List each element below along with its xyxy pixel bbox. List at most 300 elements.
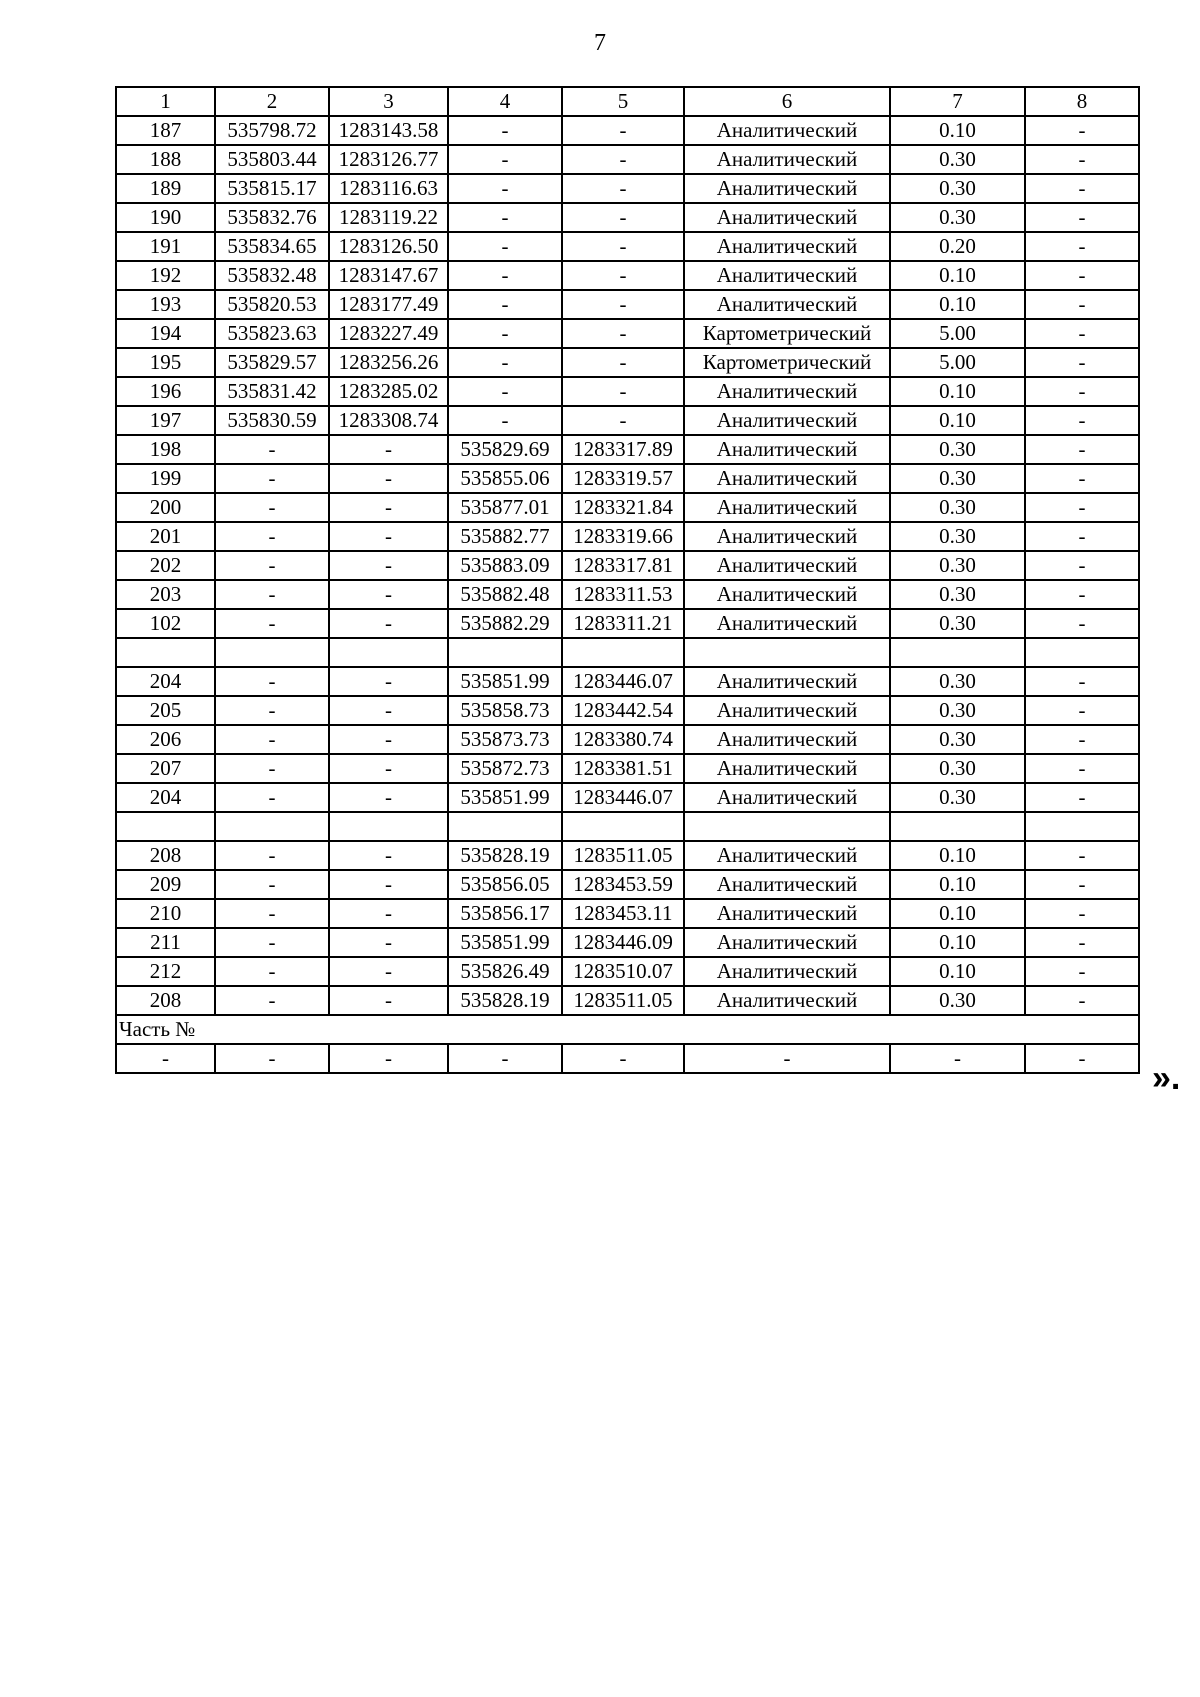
table-cell-col-8: - (1025, 406, 1139, 435)
table-cell-col-3: - (329, 841, 448, 870)
table-cell-col-8: - (1025, 203, 1139, 232)
table-cell-col-4: - (448, 348, 562, 377)
table-cell-col-7: 0.10 (890, 377, 1025, 406)
table-row (116, 667, 1139, 696)
table-row (116, 928, 1139, 957)
table-cell-col-7: 5.00 (890, 319, 1025, 348)
table-cell-col-4: 535856.17 (448, 899, 562, 928)
table-cell-col-1: 187 (116, 116, 215, 145)
table-cell-col-7: 0.10 (890, 957, 1025, 986)
table-cell-col-4: 535828.19 (448, 841, 562, 870)
table-cell-col-1: 207 (116, 754, 215, 783)
table-cell-col-6: Аналитический (684, 377, 890, 406)
table-cell-col-5: 1283381.51 (562, 754, 684, 783)
table-cell-col-5: - (562, 232, 684, 261)
table-cell-col-6: Аналитический (684, 667, 890, 696)
table-cell-col-3: - (329, 1044, 448, 1073)
table-cell-col-1: 205 (116, 696, 215, 725)
table-cell-col-8: - (1025, 1044, 1139, 1073)
table-cell-col-8: - (1025, 783, 1139, 812)
table-cell-col-2: - (215, 928, 329, 957)
table-cell-col-2: - (215, 1044, 329, 1073)
table-cell-col-3: - (329, 551, 448, 580)
table-row (116, 522, 1139, 551)
table-cell-col-3: 3 (329, 87, 448, 116)
table-cell-col-1: 199 (116, 464, 215, 493)
table-cell-col-5: - (562, 116, 684, 145)
table-cell-col-8: - (1025, 348, 1139, 377)
table-cell-col-4: 535851.99 (448, 783, 562, 812)
table-cell-col-8: 8 (1025, 87, 1139, 116)
table-cell-col-8: - (1025, 522, 1139, 551)
table-cell-col-7: 0.30 (890, 725, 1025, 754)
table-cell-col-5: 1283446.07 (562, 667, 684, 696)
table-cell-col-2: - (215, 696, 329, 725)
table-cell-col-3 (329, 638, 448, 667)
closing-quote-mark: ». (1152, 1059, 1181, 1097)
table-row (116, 116, 1139, 145)
table-cell-col-3: 1283285.02 (329, 377, 448, 406)
table-cell-col-7: 0.30 (890, 464, 1025, 493)
table-cell-col-8: - (1025, 319, 1139, 348)
table-cell-col-5: - (562, 1044, 684, 1073)
table-cell-col-4: 535882.77 (448, 522, 562, 551)
table-cell-col-1: 190 (116, 203, 215, 232)
table-cell-col-5: 1283511.05 (562, 986, 684, 1015)
table-cell-col-6: Аналитический (684, 580, 890, 609)
table-cell-col-6: Аналитический (684, 261, 890, 290)
table-cell-col-6: Аналитический (684, 493, 890, 522)
table-cell-col-2: - (215, 435, 329, 464)
table-cell-col-2: - (215, 609, 329, 638)
table-cell-col-8: - (1025, 435, 1139, 464)
table-cell-col-4: - (448, 261, 562, 290)
table-cell-col-6: Аналитический (684, 928, 890, 957)
table-cell-col-5: 1283319.66 (562, 522, 684, 551)
table-cell-col-8: - (1025, 841, 1139, 870)
table-cell-col-6: Аналитический (684, 841, 890, 870)
table-cell-col-7: 0.30 (890, 435, 1025, 464)
table-row (116, 696, 1139, 725)
table-cell-col-7: 0.30 (890, 493, 1025, 522)
table-cell-col-2: 535815.17 (215, 174, 329, 203)
table-row (116, 319, 1139, 348)
table-row (116, 348, 1139, 377)
table-cell-col-3: 1283143.58 (329, 116, 448, 145)
table-cell-col-1: 102 (116, 609, 215, 638)
table-row (116, 580, 1139, 609)
table-cell-col-4: 535883.09 (448, 551, 562, 580)
table-cell-col-1: 202 (116, 551, 215, 580)
table-cell-col-4: - (448, 406, 562, 435)
table-cell-col-8: - (1025, 696, 1139, 725)
table-cell-col-6: Аналитический (684, 116, 890, 145)
table-cell-col-7: 0.10 (890, 928, 1025, 957)
table-cell-col-5: - (562, 261, 684, 290)
table-cell-col-3: - (329, 957, 448, 986)
table-row (116, 899, 1139, 928)
table-cell-col-1 (116, 812, 215, 841)
table-cell-col-1: 195 (116, 348, 215, 377)
table-cell-col-5: 1283317.81 (562, 551, 684, 580)
table-cell-col-5: 1283311.21 (562, 609, 684, 638)
table-cell-col-7: 0.30 (890, 754, 1025, 783)
page-number: 7 (594, 30, 606, 56)
table-cell-col-8: - (1025, 261, 1139, 290)
table-cell-col-2: 535834.65 (215, 232, 329, 261)
table-body (116, 87, 1139, 1073)
table-cell-col-5: - (562, 290, 684, 319)
table-cell-col-6: Картометрический (684, 319, 890, 348)
table-cell-col-8 (1025, 812, 1139, 841)
table-row (116, 870, 1139, 899)
table-cell-col-1: 198 (116, 435, 215, 464)
table-cell-col-4: - (448, 1044, 562, 1073)
table-cell-col-6: 6 (684, 87, 890, 116)
table-cell-col-3: - (329, 754, 448, 783)
table-cell-col-8: - (1025, 754, 1139, 783)
table-cell-col-2: - (215, 551, 329, 580)
table-cell-col-4: - (448, 116, 562, 145)
table-cell-col-6: Аналитический (684, 406, 890, 435)
table-cell-col-3: - (329, 986, 448, 1015)
table-cell-col-5: 1283319.57 (562, 464, 684, 493)
table-row (116, 290, 1139, 319)
table-cell-col-1: 188 (116, 145, 215, 174)
table-cell-col-8: - (1025, 464, 1139, 493)
table-cell-col-3: 1283177.49 (329, 290, 448, 319)
coordinates-table (115, 86, 1140, 1074)
table-cell-col-3: - (329, 493, 448, 522)
table-cell-col-7: 0.10 (890, 261, 1025, 290)
table-row (116, 754, 1139, 783)
table-cell-col-8: - (1025, 174, 1139, 203)
table-cell-col-5: 1283446.07 (562, 783, 684, 812)
table-cell-col-5: - (562, 319, 684, 348)
table-cell-col-5: 1283380.74 (562, 725, 684, 754)
table-cell-col-6: Аналитический (684, 203, 890, 232)
table-cell-col-7: 0.10 (890, 841, 1025, 870)
table-cell-col-8: - (1025, 116, 1139, 145)
table-cell-col-2: 535798.72 (215, 116, 329, 145)
table-cell-col-5: - (562, 406, 684, 435)
table-cell-col-6: Аналитический (684, 435, 890, 464)
table-cell-col-2: - (215, 493, 329, 522)
table-cell-col-7: 0.30 (890, 551, 1025, 580)
table-row (116, 203, 1139, 232)
table-cell-col-3: - (329, 464, 448, 493)
table-cell-col-8: - (1025, 551, 1139, 580)
table-cell-col-2 (215, 812, 329, 841)
table-cell-col-2: 535823.63 (215, 319, 329, 348)
table-cell-col-6: Аналитический (684, 899, 890, 928)
table-cell-col-6: Аналитический (684, 957, 890, 986)
table-cell-col-2: - (215, 522, 329, 551)
table-cell-col-5: 1283453.59 (562, 870, 684, 899)
table-cell-col-7 (890, 638, 1025, 667)
table-cell-col-7: 0.10 (890, 870, 1025, 899)
table-cell-col-2: 535830.59 (215, 406, 329, 435)
table-cell-col-8 (1025, 638, 1139, 667)
table-cell-col-4: 535851.99 (448, 667, 562, 696)
table-row (116, 261, 1139, 290)
table-cell-col-4: 535828.19 (448, 986, 562, 1015)
table-row (116, 638, 1139, 667)
table-cell-col-1: - (116, 1044, 215, 1073)
table-cell-col-5: - (562, 145, 684, 174)
table-cell-col-8: - (1025, 377, 1139, 406)
table-cell-col-7: 0.30 (890, 145, 1025, 174)
table-cell-col-8: - (1025, 493, 1139, 522)
table-cell-col-2: - (215, 986, 329, 1015)
table-row (116, 841, 1139, 870)
table-cell-col-4: 535872.73 (448, 754, 562, 783)
table-cell-col-6: Аналитический (684, 464, 890, 493)
table-cell-col-1: 209 (116, 870, 215, 899)
table-row (116, 435, 1139, 464)
table-cell-col-7: 0.10 (890, 116, 1025, 145)
table-cell-col-7: 0.30 (890, 986, 1025, 1015)
table-row (116, 493, 1139, 522)
table-cell-col-3: 1283126.50 (329, 232, 448, 261)
table-cell-col-2: - (215, 783, 329, 812)
table-cell-col-1: 204 (116, 667, 215, 696)
table-cell-col-3: - (329, 435, 448, 464)
table-cell-col-1: 196 (116, 377, 215, 406)
table-row (116, 377, 1139, 406)
table-row (116, 551, 1139, 580)
table-cell-col-4: 535873.73 (448, 725, 562, 754)
table-cell-col-2: - (215, 464, 329, 493)
table-cell-col-7: 0.30 (890, 696, 1025, 725)
table-cell-col-1: 210 (116, 899, 215, 928)
table-cell-col-5: 1283317.89 (562, 435, 684, 464)
table-cell-col-7: 0.10 (890, 899, 1025, 928)
table-cell-col-4: 4 (448, 87, 562, 116)
table-cell-col-5: 1283321.84 (562, 493, 684, 522)
table-cell-col-7: - (890, 1044, 1025, 1073)
table-cell-col-2 (215, 638, 329, 667)
table-cell-col-7: 0.30 (890, 667, 1025, 696)
table-cell-col-2: - (215, 957, 329, 986)
table-cell-col-3: 1283227.49 (329, 319, 448, 348)
table-cell-col-6: - (684, 1044, 890, 1073)
table-cell-col-1: 200 (116, 493, 215, 522)
table-cell-col-4: 535829.69 (448, 435, 562, 464)
table-cell-col-6 (684, 638, 890, 667)
table-cell-col-4: 535855.06 (448, 464, 562, 493)
table-cell-col-4: - (448, 203, 562, 232)
table-row (116, 783, 1139, 812)
table-cell-col-1: 204 (116, 783, 215, 812)
table-cell-col-5: - (562, 377, 684, 406)
table-cell-col-5: 1283453.11 (562, 899, 684, 928)
table-cell-col-3: - (329, 609, 448, 638)
table-cell-col-6: Аналитический (684, 754, 890, 783)
table-row (116, 986, 1139, 1015)
table-cell-col-8: - (1025, 986, 1139, 1015)
table-cell-col-7 (890, 812, 1025, 841)
table-cell-col-2: - (215, 754, 329, 783)
table-cell-col-3: - (329, 580, 448, 609)
table-cell-col-2: 535829.57 (215, 348, 329, 377)
table-cell-col-3: - (329, 899, 448, 928)
table-row (116, 174, 1139, 203)
table-cell-col-2: - (215, 667, 329, 696)
table-cell-col-5: - (562, 348, 684, 377)
table-cell-col-3: - (329, 725, 448, 754)
table-cell-col-1: 203 (116, 580, 215, 609)
table-cell-col-8: - (1025, 609, 1139, 638)
table-cell-col-3: - (329, 870, 448, 899)
table-cell-col-4: 535882.29 (448, 609, 562, 638)
table-cell-col-5: 1283446.09 (562, 928, 684, 957)
table-cell-col-6: Аналитический (684, 870, 890, 899)
table-cell-col-8: - (1025, 580, 1139, 609)
table-cell-col-1: 212 (116, 957, 215, 986)
table-cell-col-4: - (448, 174, 562, 203)
table-cell-col-8: - (1025, 957, 1139, 986)
table-cell-col-7: 0.10 (890, 290, 1025, 319)
table-cell-col-8: - (1025, 870, 1139, 899)
table-cell-col-1: 193 (116, 290, 215, 319)
table-cell-col-4 (448, 638, 562, 667)
table-cell-col-8: - (1025, 232, 1139, 261)
table-cell-col-7: 0.10 (890, 406, 1025, 435)
table-cell-col-8: - (1025, 725, 1139, 754)
table-cell-col-2: 535831.42 (215, 377, 329, 406)
table-row (116, 725, 1139, 754)
table-cell-col-1: 208 (116, 841, 215, 870)
table-cell-col-4: - (448, 290, 562, 319)
table-cell-col-3: - (329, 522, 448, 551)
table-cell-col-5 (562, 812, 684, 841)
table-cell-col-1: 194 (116, 319, 215, 348)
table-cell-col-4: 535858.73 (448, 696, 562, 725)
table-cell-col-2: - (215, 841, 329, 870)
table-cell-col-5: - (562, 203, 684, 232)
table-cell-col-6: Картометрический (684, 348, 890, 377)
table-final-row (116, 1044, 1139, 1073)
table-cell-col-1: 211 (116, 928, 215, 957)
table-cell-col-1: 201 (116, 522, 215, 551)
table-row (116, 232, 1139, 261)
table-cell-col-8: - (1025, 899, 1139, 928)
table-cell-col-8: - (1025, 290, 1139, 319)
table-cell-col-2: 535832.76 (215, 203, 329, 232)
table-cell-col-6: Аналитический (684, 609, 890, 638)
table-cell-col-2: 535832.48 (215, 261, 329, 290)
table-cell-col-2: - (215, 725, 329, 754)
table-cell-col-6: Аналитический (684, 290, 890, 319)
table-cell-col-1: 189 (116, 174, 215, 203)
table-cell-col-7: 5.00 (890, 348, 1025, 377)
table-cell-col-8: - (1025, 928, 1139, 957)
table-cell-col-6: Аналитический (684, 696, 890, 725)
table-cell-col-5: 5 (562, 87, 684, 116)
table-cell-col-5: 1283311.53 (562, 580, 684, 609)
table-header-row (116, 87, 1139, 116)
table-cell-col-6 (684, 812, 890, 841)
table-cell-col-3: 1283116.63 (329, 174, 448, 203)
table-row (116, 957, 1139, 986)
table-cell-col-3: - (329, 783, 448, 812)
table-cell-col-3: 1283119.22 (329, 203, 448, 232)
table-cell-col-7: 7 (890, 87, 1025, 116)
table-cell-col-4: 535851.99 (448, 928, 562, 957)
table-cell-col-6: Аналитический (684, 783, 890, 812)
table-cell-col-3: 1283126.77 (329, 145, 448, 174)
table-cell-col-1: 197 (116, 406, 215, 435)
part-label: Часть № (116, 1015, 1139, 1044)
table-cell-col-1: 208 (116, 986, 215, 1015)
table-cell-col-4: 535882.48 (448, 580, 562, 609)
table-cell-col-4: - (448, 232, 562, 261)
table-cell-col-6: Аналитический (684, 725, 890, 754)
table-cell-col-1: 191 (116, 232, 215, 261)
table-cell-col-3: 1283308.74 (329, 406, 448, 435)
table-cell-col-2: - (215, 580, 329, 609)
table-cell-col-5 (562, 638, 684, 667)
table-cell-col-1 (116, 638, 215, 667)
table-cell-col-1: 206 (116, 725, 215, 754)
table-cell-col-4: - (448, 377, 562, 406)
table-cell-col-5: - (562, 174, 684, 203)
table-cell-col-6: Аналитический (684, 232, 890, 261)
table-cell-col-3: 1283256.26 (329, 348, 448, 377)
table-cell-col-6: Аналитический (684, 522, 890, 551)
table-cell-col-7: 0.30 (890, 580, 1025, 609)
table-cell-col-3: - (329, 696, 448, 725)
table-cell-col-7: 0.30 (890, 522, 1025, 551)
table-cell-col-2: - (215, 870, 329, 899)
table-cell-col-3: - (329, 928, 448, 957)
table-cell-col-4: 535877.01 (448, 493, 562, 522)
table-row (116, 145, 1139, 174)
table-cell-col-8: - (1025, 667, 1139, 696)
table-cell-col-6: Аналитический (684, 551, 890, 580)
table-cell-col-7: 0.30 (890, 783, 1025, 812)
table-cell-col-7: 0.30 (890, 609, 1025, 638)
table-cell-col-2: - (215, 899, 329, 928)
table-cell-col-1: 192 (116, 261, 215, 290)
table-cell-col-4: 535826.49 (448, 957, 562, 986)
table-cell-col-6: Аналитический (684, 986, 890, 1015)
table-row (116, 609, 1139, 638)
table-cell-col-5: 1283442.54 (562, 696, 684, 725)
table-row (116, 464, 1139, 493)
table-cell-col-2: 535803.44 (215, 145, 329, 174)
table-cell-col-6: Аналитический (684, 145, 890, 174)
table-cell-col-5: 1283510.07 (562, 957, 684, 986)
part-label-row (116, 1015, 1139, 1044)
table-cell-col-5: 1283511.05 (562, 841, 684, 870)
table-cell-col-3: 1283147.67 (329, 261, 448, 290)
table-cell-col-7: 0.30 (890, 174, 1025, 203)
table-cell-col-7: 0.30 (890, 203, 1025, 232)
table-row (116, 406, 1139, 435)
table-cell-col-6: Аналитический (684, 174, 890, 203)
table-cell-col-4: - (448, 319, 562, 348)
table-row (116, 812, 1139, 841)
table-cell-col-4: - (448, 145, 562, 174)
table-cell-col-3: - (329, 667, 448, 696)
table-cell-col-1: 1 (116, 87, 215, 116)
table-cell-col-2: 2 (215, 87, 329, 116)
table-cell-col-3 (329, 812, 448, 841)
table-cell-col-4: 535856.05 (448, 870, 562, 899)
table-cell-col-8: - (1025, 145, 1139, 174)
